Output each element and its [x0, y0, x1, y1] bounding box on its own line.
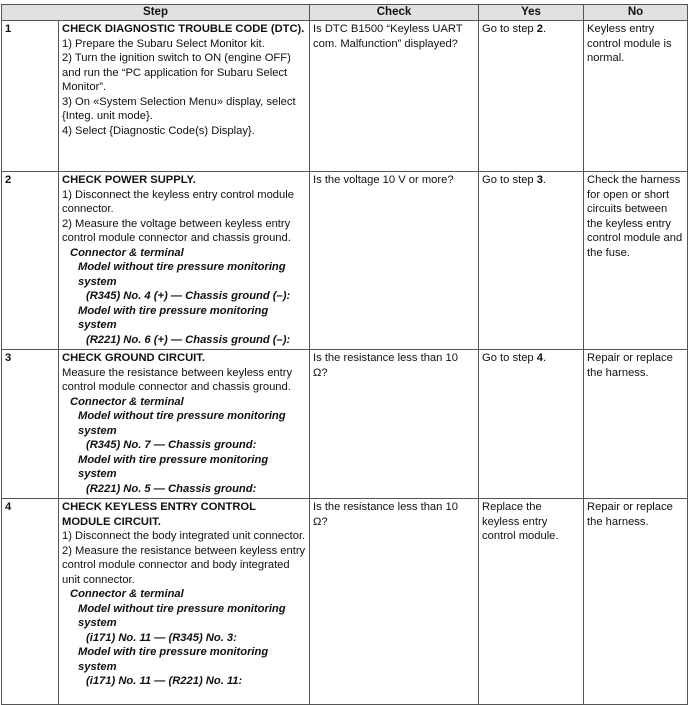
terminal-spec: (R345) No. 4 (+) — Chassis ground (–):	[86, 290, 291, 302]
step-cell	[59, 21, 310, 172]
step-line: 3) On «System Selection Menu» display, select {Integ. unit mode}.	[62, 95, 296, 122]
terminal-spec: (R221) No. 6 (+) — Chassis ground (–):	[86, 333, 291, 346]
check-cell: Is the resistance less than 10 Ω?	[310, 499, 479, 705]
table-row	[2, 21, 688, 172]
step-line: 2) Measure the resistance between keyless entry control module connector and body integrated unit connector.	[62, 544, 306, 586]
connector-label: Connector & terminal	[70, 588, 184, 600]
yes-cell	[479, 499, 584, 705]
yes-suffix: .	[542, 174, 547, 186]
step-line: 1) Prepare the Subaru Select Monitor kit.	[62, 37, 265, 50]
step-line: 2) Measure the voltage between keyless entry control module connector and chassis ground.	[62, 217, 291, 244]
table-row	[2, 172, 688, 350]
yes-cell	[479, 350, 584, 499]
yes-step-ref: 3	[536, 174, 543, 186]
step-cell	[59, 350, 310, 499]
model-variant: Model without tire pressure monitoring system	[78, 410, 286, 437]
connector-label: Connector & terminal	[70, 395, 184, 408]
terminal-spec: (i171) No. 11 — (R221) No. 11:	[86, 675, 243, 687]
yes-text: Replace the keyless entry control module.	[482, 501, 559, 542]
yes-cell	[479, 21, 584, 172]
terminal-spec: (R221) No. 5 — Chassis ground:	[86, 482, 257, 495]
step-line: 1) Disconnect the body integrated unit connector.	[62, 530, 306, 542]
model-variant: Model without tire pressure monitoring system	[78, 602, 286, 629]
step-title: CHECK GROUND CIRCUIT.	[62, 352, 205, 364]
step-number: 4	[2, 499, 59, 705]
no-cell: Repair or replace the harness.	[584, 499, 688, 705]
step-title: CHECK DIAGNOSTIC TROUBLE CODE (DTC).	[62, 23, 305, 35]
header-no: No	[584, 5, 688, 21]
diagnostic-table	[1, 4, 688, 705]
yes-text: Go to step	[482, 352, 537, 364]
check-cell: Is DTC B1500 “Keyless UART com. Malfunction” displayed?	[310, 21, 479, 172]
step-number: 3	[2, 350, 59, 499]
step-cell	[59, 172, 310, 350]
header-step: Step	[2, 5, 310, 21]
no-cell: Repair or replace the harness.	[584, 350, 688, 499]
step-title: CHECK POWER SUPPLY.	[62, 174, 196, 186]
yes-suffix: .	[542, 23, 547, 35]
yes-step-ref: 4	[536, 352, 543, 364]
step-number: 2	[2, 172, 59, 350]
header-check: Check	[310, 5, 479, 21]
step-line: 1) Disconnect the keyless entry control module connector.	[62, 188, 294, 215]
check-cell: Is the resistance less than 10 Ω?	[310, 350, 479, 499]
model-variant: Model with tire pressure monitoring system	[78, 304, 269, 331]
step-title: CHECK KEYLESS ENTRY CONTROL MODULE CIRCUIT.	[62, 501, 256, 528]
step-cell	[59, 499, 310, 705]
no-cell: Keyless entry control module is normal.	[584, 21, 688, 172]
table-header-row	[2, 5, 688, 21]
yes-suffix: .	[542, 352, 547, 364]
step-line: 2) Turn the ignition switch to ON (engine OFF) and run the “PC application for Subaru Select Monitor”.	[62, 52, 291, 93]
terminal-spec: (R345) No. 7 — Chassis ground:	[86, 439, 257, 451]
header-yes: Yes	[479, 5, 584, 21]
no-cell: Check the harness for open or short circuits between the keyless entry control module and the fuse.	[584, 172, 688, 350]
model-variant: Model without tire pressure monitoring system	[78, 261, 286, 288]
yes-text: Go to step	[482, 174, 537, 186]
yes-text: Go to step	[482, 23, 537, 35]
yes-step-ref: 2	[536, 23, 543, 35]
model-variant: Model with tire pressure monitoring system	[78, 453, 269, 480]
yes-cell	[479, 172, 584, 350]
connector-label: Connector & terminal	[70, 246, 184, 259]
step-line: Measure the resistance between keyless entry control module connector and chassis ground.	[62, 366, 293, 393]
terminal-spec: (i171) No. 11 — (R345) No. 3:	[86, 631, 237, 644]
step-number: 1	[2, 21, 59, 172]
table-row	[2, 350, 688, 499]
table-row	[2, 499, 688, 705]
step-line: 4) Select {Diagnostic Code(s) Display}.	[62, 124, 255, 137]
model-variant: Model with tire pressure monitoring system	[78, 646, 269, 673]
check-cell: Is the voltage 10 V or more?	[310, 172, 479, 350]
